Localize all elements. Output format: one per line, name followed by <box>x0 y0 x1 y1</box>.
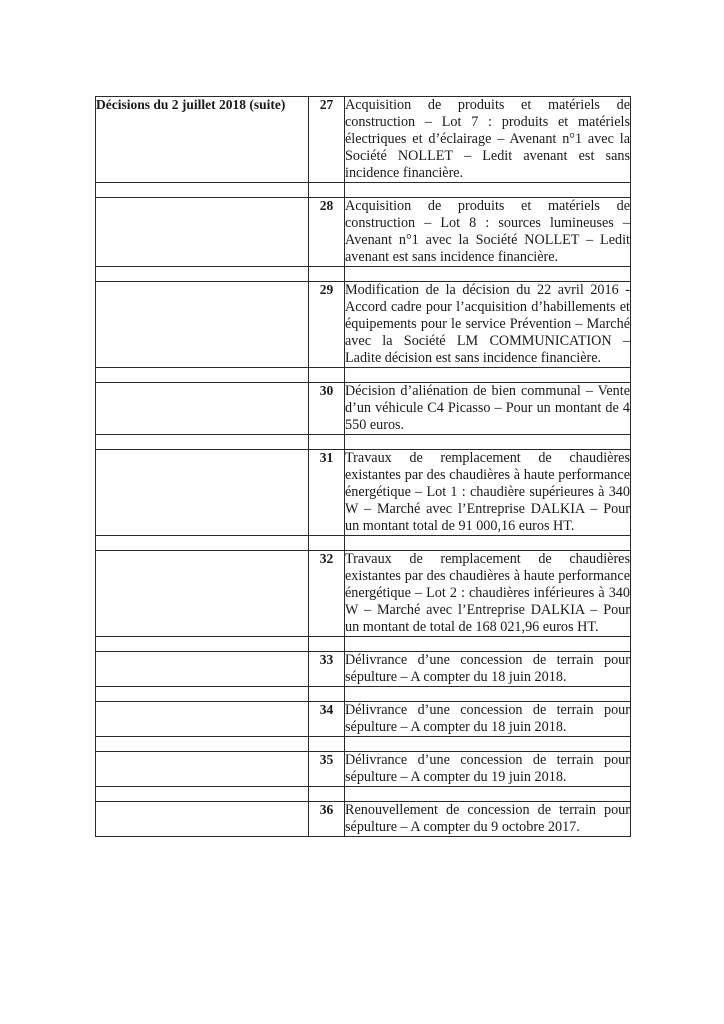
decision-text: Travaux de remplacement de chaudières existantes par des chaudières à haute performance énergétique – Lot 2 : chaudières inférieures à 340 W – Marché avec l’Entreprise DALKIA – Pour un montant de total de 168 021,96 euros HT. <box>345 551 630 635</box>
decision-text: Délivrance d’une concession de terrain pour sépulture – A compter du 19 juin 2018. <box>345 752 630 785</box>
spacer-row <box>96 435 631 450</box>
decision-row <box>96 97 631 183</box>
decision-number: 27 <box>309 97 345 183</box>
decision-text: Délivrance d’une concession de terrain pour sépulture – A compter du 18 juin 2018. <box>345 702 630 735</box>
decision-number: 36 <box>309 802 345 837</box>
decision-number: 34 <box>309 702 345 737</box>
decision-number: 30 <box>309 383 345 435</box>
decision-number: 29 <box>309 282 345 368</box>
decision-number: 31 <box>309 450 345 536</box>
decision-text: Travaux de remplacement de chaudières existantes par des chaudières à haute performance énergétique – Lot 1 : chaudière supérieures à 340 W – Marché avec l’Entreprise DALKIA – Pour un montant total de 91 000,16 euros HT. <box>345 450 630 534</box>
decision-row <box>96 652 631 687</box>
decision-text: Acquisition de produits et matériels de construction – Lot 7 : produits et matériels électriques et d’éclairage – Avenant n°1 avec la Société NOLLET – Ledit avenant est sans incidence financière. <box>345 97 630 181</box>
spacer-row <box>96 637 631 652</box>
decision-number: 35 <box>309 752 345 787</box>
section-label: Décisions du 2 juillet 2018 (suite) <box>96 97 309 183</box>
decision-row <box>96 282 631 368</box>
decision-row <box>96 450 631 536</box>
decision-text: Délivrance d’une concession de terrain pour sépulture – A compter du 18 juin 2018. <box>345 652 630 685</box>
decision-number: 33 <box>309 652 345 687</box>
spacer-row <box>96 536 631 551</box>
decisions-table <box>95 96 631 837</box>
decision-row <box>96 802 631 837</box>
decision-number: 28 <box>309 198 345 267</box>
decision-row <box>96 752 631 787</box>
decision-text: Modification de la décision du 22 avril 2016 - Accord cadre pour l’acquisition d’habillements et équipements pour le service Prévention – Marché avec la Société LM COMMUNICATION – Ladite décision est sans incidence financière. <box>345 282 630 366</box>
decision-text: Acquisition de produits et matériels de construction – Lot 8 : sources lumineuses – Avenant n°1 avec la Société NOLLET – Ledit avenant est sans incidence financière. <box>345 198 630 265</box>
decision-row <box>96 383 631 435</box>
spacer-row <box>96 687 631 702</box>
spacer-row <box>96 267 631 282</box>
decision-row <box>96 551 631 637</box>
decisions-table-body <box>96 97 631 837</box>
spacer-row <box>96 183 631 198</box>
decision-number: 32 <box>309 551 345 637</box>
decision-row <box>96 702 631 737</box>
decision-text: Renouvellement de concession de terrain pour sépulture – A compter du 9 octobre 2017. <box>345 802 630 835</box>
spacer-row <box>96 787 631 802</box>
decision-row <box>96 198 631 267</box>
spacer-row <box>96 737 631 752</box>
decision-text: Décision d’aliénation de bien communal – Vente d’un véhicule C4 Picasso – Pour un montant de 4 550 euros. <box>345 383 630 433</box>
spacer-row <box>96 368 631 383</box>
